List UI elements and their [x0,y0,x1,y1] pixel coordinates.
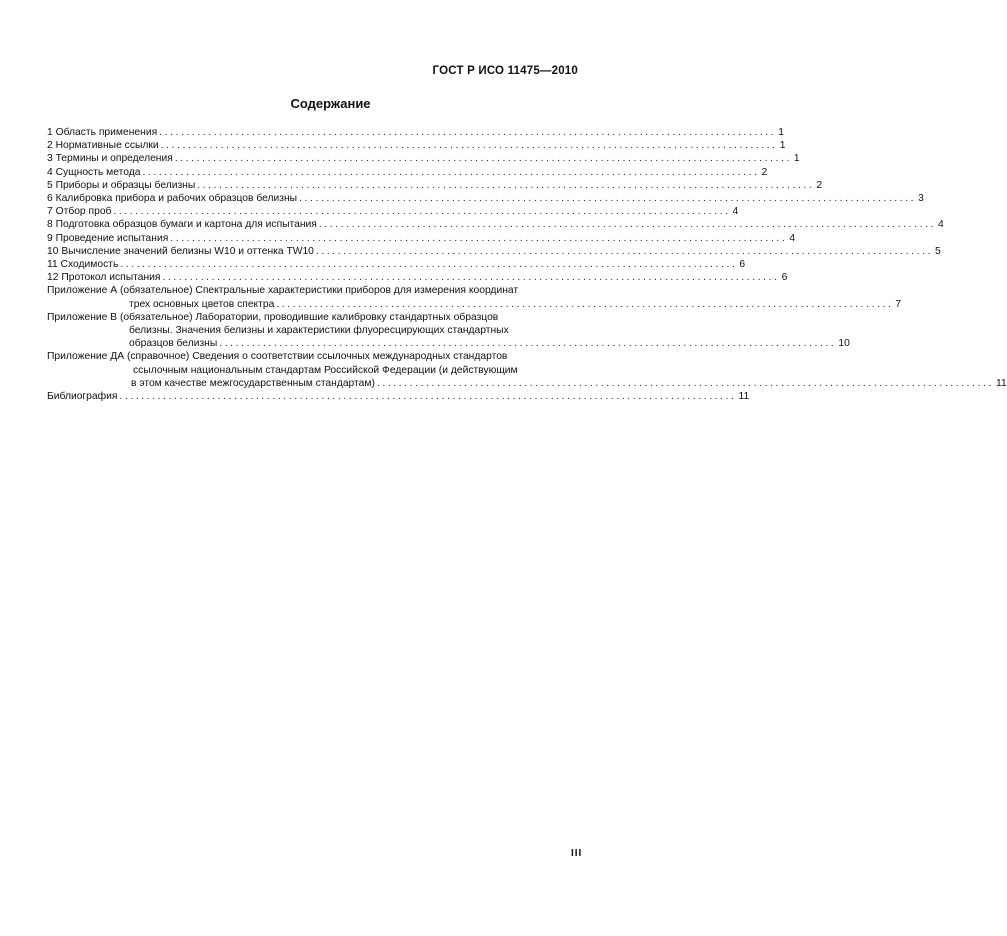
toc-entry-page: 1 [793,153,800,165]
bibliography-page: 11 [738,391,750,403]
table-of-contents [47,126,1007,403]
toc-entry[interactable] [47,205,739,218]
toc-entry-page: 1 [778,127,784,138]
toc-entry-label: 8 Подготовка образцов бумаги и картона для испытания [47,219,317,231]
toc-entry-label: 11 Сходимость [47,259,119,271]
toc-leader: ................................................................................................................. [160,140,778,152]
toc-entry[interactable] [47,232,796,245]
toc-leader: ................................................................................................................. [120,259,738,271]
toc-entry-label: 2 Нормативные ссылки [47,140,159,152]
toc-leader: ................................................................................................................. [276,298,894,310]
annex-da-title-line: Приложение ДА (справочное) Сведения о соответствии ссылочных международных стандартов [47,351,508,363]
bibliography-label: Библиография [47,391,118,403]
annex-b-last-line [47,337,850,350]
annex-a-title-line: Приложение А (обязательное) Спектральные характеристики приборов для измерения координат [47,285,519,297]
annex-a-title-line: трех основных цветов спектра [129,298,275,310]
annex-a-page: 7 [895,298,902,310]
toc-entry[interactable] [47,126,784,139]
toc-leader: ................................................................................................................. [119,391,737,403]
toc-leader: ................................................................................................................. [299,193,917,205]
toc-entry[interactable] [47,166,768,179]
toc-entry[interactable] [47,271,788,284]
annex-da-title-line: в этом качестве межгосударственным стандартам) [131,377,375,389]
annex-da-entry[interactable] [47,350,1007,390]
toc-leader: ................................................................................................................. [170,232,788,244]
toc-entry-label: 1 Область применения [47,127,158,138]
toc-entry-page: 3 [918,193,924,205]
toc-entry-page: 6 [781,272,788,284]
toc-leader: ................................................................................................................. [174,153,792,165]
toc-entry-label: 4 Сущность метода [47,166,141,178]
annex-b-entry[interactable] [47,311,850,351]
document-header-standard: ГОСТ Р ИСО 11475—2010 [432,65,578,77]
bibliography-entry[interactable] [47,390,750,403]
toc-leader: ................................................................................................................. [142,166,760,178]
toc-leader: ................................................................................................................. [197,179,815,191]
toc-leader: ................................................................................................................. [219,338,837,350]
toc-leader: ................................................................................................................. [376,377,994,389]
toc-entry-label: 3 Термины и определения [47,153,173,165]
toc-entry-page: 2 [816,179,823,191]
toc-entry-label: 9 Проведение испытания [47,232,169,244]
toc-entry-page: 4 [937,219,944,231]
toc-entry-label: 5 Приборы и образцы белизны [47,179,196,191]
toc-entry-page: 2 [761,166,768,178]
annex-a-entry[interactable] [47,284,902,310]
toc-entry[interactable] [47,152,800,165]
toc-entry-label: 7 Отбор проб [47,206,112,218]
toc-entry-label: 10 Вычисление значений белизны W10 и оттенка TW10 [47,245,314,257]
toc-entry-label: 12 Протокол испытания [47,272,161,284]
page-number: III [571,848,583,859]
toc-entry[interactable] [47,192,924,205]
annex-da-title-line: ссылочным национальным стандартам Российской Федерации (и действующим [133,364,518,376]
annex-a-last-line [47,298,902,311]
toc-leader: ................................................................................................................. [315,245,933,257]
toc-entry[interactable] [47,179,823,192]
annex-da-page: 11 [995,377,1007,389]
toc-leader: ................................................................................................................. [113,206,731,218]
toc-entry-label: 6 Калибровка прибора и рабочих образцов белизны [47,193,298,205]
toc-entry-page: 4 [789,232,796,244]
toc-title: Содержание [290,96,371,111]
toc-entry-page: 5 [935,245,941,257]
toc-entry[interactable] [47,218,944,231]
toc-entry[interactable] [47,139,786,152]
toc-entry[interactable] [47,258,746,271]
toc-leader: ................................................................................................................. [159,127,777,138]
annex-da-last-line [47,377,1007,390]
toc-entry[interactable] [47,245,941,258]
toc-entry-page: 6 [739,259,746,271]
toc-leader: ................................................................................................................. [162,272,780,284]
annex-b-page: 10 [838,338,850,350]
annex-b-title-line: Приложение В (обязательное) Лаборатории, проводившие калибровку стандартных образцов [47,311,499,323]
annex-b-title-line: образцов белизны [129,338,218,350]
annex-b-title-line: белизны. Значения белизны и характеристики флуоресцирующих стандартных [129,325,509,337]
toc-entry-page: 1 [779,140,786,152]
toc-entry-page: 4 [732,206,739,218]
toc-leader: ................................................................................................................. [318,219,936,231]
